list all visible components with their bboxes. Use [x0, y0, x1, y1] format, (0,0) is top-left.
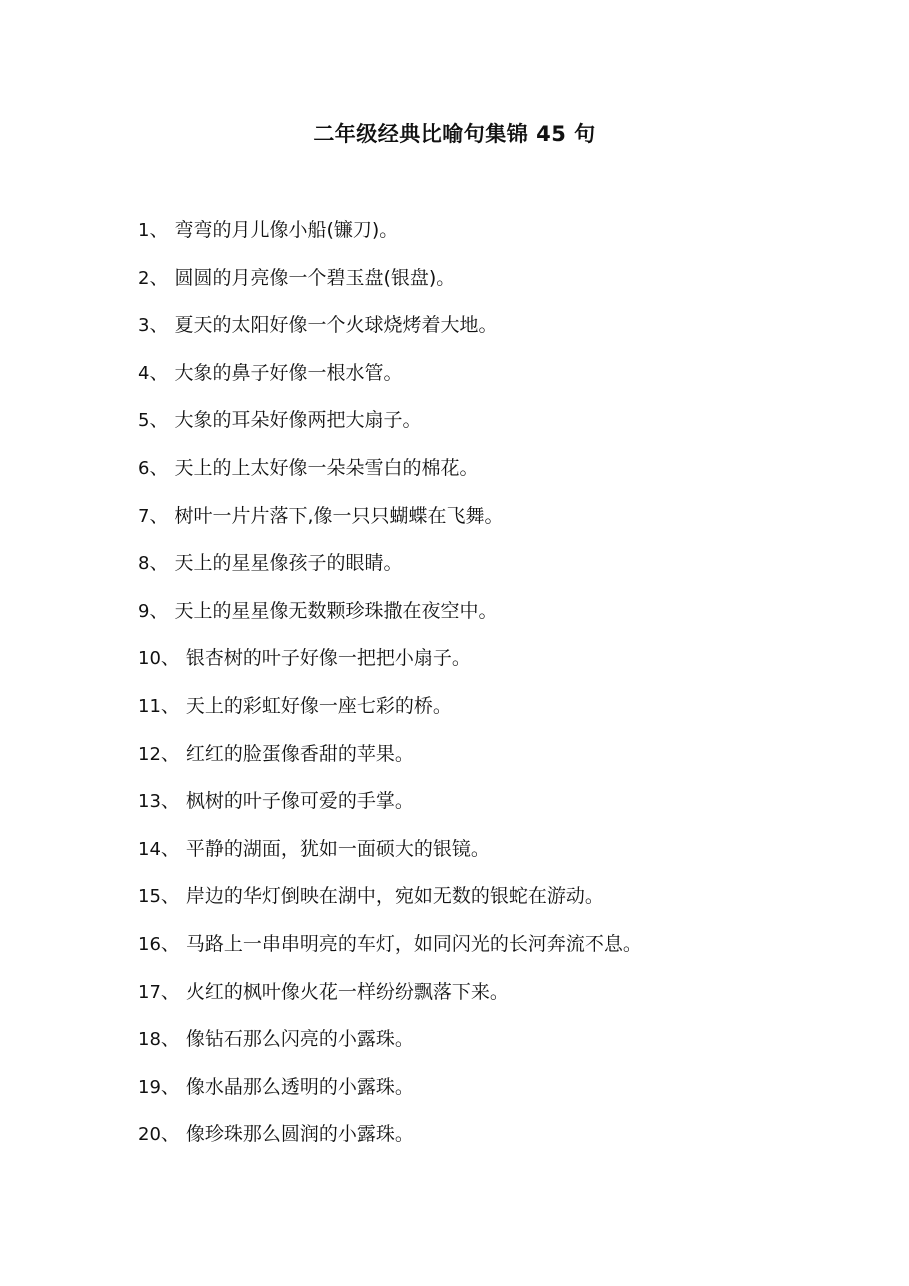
item-separator: 、 — [160, 837, 180, 860]
list-item — [138, 880, 878, 928]
item-separator: 、 — [149, 456, 169, 479]
item-number: 5 — [138, 410, 150, 432]
item-separator: 、 — [149, 599, 169, 622]
item-number: 7 — [138, 505, 150, 527]
document-title: 二年级经典比喻句集锦 45 句 — [313, 122, 596, 146]
item-number: 19 — [138, 1076, 161, 1098]
item-text: 大象的鼻子好像一根水管。 — [174, 361, 403, 384]
item-number: 10 — [138, 648, 161, 670]
list-item — [138, 547, 878, 595]
list-item — [138, 595, 878, 643]
item-number: 6 — [138, 457, 150, 479]
item-separator: 、 — [149, 409, 169, 432]
item-text: 天上的上太好像一朵朵雪白的棉花。 — [174, 456, 479, 479]
item-separator: 、 — [149, 552, 169, 575]
list-item — [138, 642, 878, 690]
item-number: 11 — [138, 695, 161, 717]
item-separator: 、 — [149, 266, 169, 289]
item-number: 17 — [138, 981, 161, 1003]
item-separator: 、 — [160, 742, 180, 765]
item-number: 9 — [138, 600, 150, 622]
list-item — [138, 1023, 878, 1071]
sentence-list — [138, 214, 878, 1166]
item-number: 4 — [138, 362, 150, 384]
item-separator: 、 — [149, 219, 169, 241]
list-item — [138, 690, 878, 738]
item-text: 红红的脸蛋像香甜的苹果。 — [185, 742, 414, 765]
list-item — [138, 309, 878, 357]
list-item — [138, 785, 878, 833]
item-number: 20 — [138, 1124, 161, 1146]
item-number: 16 — [138, 933, 161, 955]
item-text: 马路上一串串明亮的车灯，如同闪光的长河奔流不息。 — [185, 932, 642, 955]
item-separator: 、 — [160, 1123, 180, 1146]
item-separator: 、 — [160, 932, 180, 955]
item-number: 15 — [138, 886, 161, 908]
list-item — [138, 1118, 878, 1166]
item-text: 平静的湖面，犹如一面硕大的银镜。 — [185, 837, 490, 860]
list-item — [138, 928, 878, 976]
item-text: 枫树的叶子像可爱的手掌。 — [185, 790, 414, 813]
item-number: 14 — [138, 838, 161, 860]
item-text: 像水晶那么透明的小露珠。 — [185, 1075, 414, 1098]
item-separator: 、 — [160, 980, 180, 1003]
list-item — [138, 833, 878, 881]
item-number: 2 — [138, 267, 150, 289]
item-separator: 、 — [149, 314, 169, 337]
list-item — [138, 214, 878, 262]
item-number: 13 — [138, 791, 161, 813]
item-separator: 、 — [160, 885, 180, 908]
item-text: 像珍珠那么圆润的小露珠。 — [185, 1123, 414, 1146]
list-item — [138, 1071, 878, 1119]
list-item — [138, 262, 878, 310]
item-text: 弯弯的月儿像小船(镰刀)。 — [174, 219, 399, 241]
item-separator: 、 — [160, 790, 180, 813]
item-separator: 、 — [160, 1028, 180, 1051]
item-number: 12 — [138, 743, 161, 765]
list-item — [138, 500, 878, 548]
item-text: 岸边的华灯倒映在湖中，宛如无数的银蛇在游动。 — [185, 885, 604, 908]
item-separator: 、 — [149, 361, 169, 384]
list-item — [138, 976, 878, 1024]
item-text: 银杏树的叶子好像一把把小扇子。 — [185, 647, 471, 670]
list-item — [138, 452, 878, 500]
item-text: 天上的星星像孩子的眼睛。 — [174, 552, 403, 575]
item-text: 夏天的太阳好像一个火球烧烤着大地。 — [174, 314, 498, 337]
item-text: 大象的耳朵好像两把大扇子。 — [174, 409, 422, 432]
item-text: 树叶一片片落下,像一只只蝴蝶在飞舞。 — [174, 504, 504, 527]
list-item — [138, 738, 878, 786]
item-number: 18 — [138, 1029, 161, 1051]
item-text: 像钻石那么闪亮的小露珠。 — [185, 1028, 414, 1051]
item-separator: 、 — [149, 504, 169, 527]
list-item — [138, 357, 878, 405]
item-number: 8 — [138, 553, 150, 575]
item-separator: 、 — [160, 1075, 180, 1098]
item-number: 1 — [138, 220, 150, 241]
item-separator: 、 — [160, 694, 180, 717]
item-text: 火红的枫叶像火花一样纷纷飘落下来。 — [185, 980, 509, 1003]
item-text: 圆圆的月亮像一个碧玉盘(银盘)。 — [174, 266, 456, 289]
list-item — [138, 404, 878, 452]
item-number: 3 — [138, 315, 150, 337]
item-text: 天上的彩虹好像一座七彩的桥。 — [185, 694, 452, 717]
item-separator: 、 — [160, 647, 180, 670]
item-text: 天上的星星像无数颗珍珠撒在夜空中。 — [174, 599, 498, 622]
